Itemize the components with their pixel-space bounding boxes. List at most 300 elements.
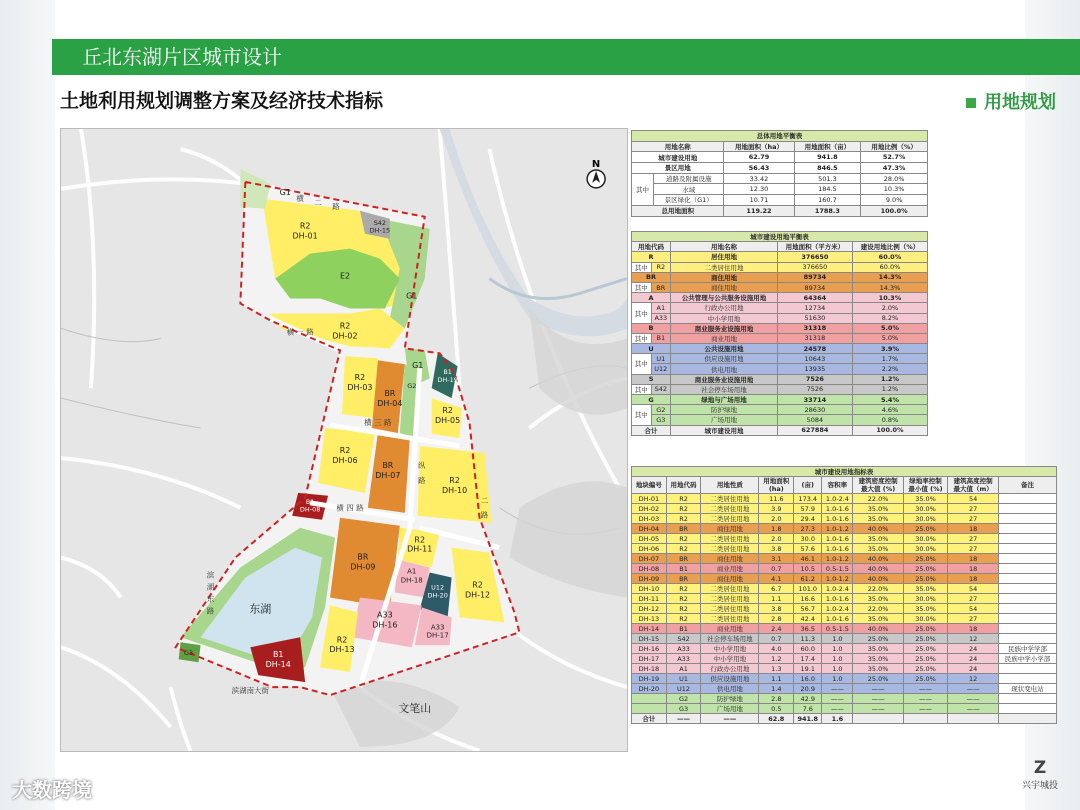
table3-cell [998,494,1056,504]
table2-cell: 10.3% [852,293,927,303]
table3-cell: 25.0% [903,624,948,634]
table2-cell: 5.0% [852,323,927,333]
table3-row [632,634,1057,644]
table3-cell: 1.0 [822,634,853,644]
table1-cell: 47.3% [861,163,928,174]
table3-cell: 27 [948,544,999,554]
table3-row [632,614,1057,624]
table3-row [632,624,1057,634]
table3-cell: DH-10 [632,584,667,594]
table3-cell: 二类居住用地 [701,604,759,614]
table2-cell: 社会停车场用地 [671,384,778,394]
table3-cell: 3.9 [759,504,794,514]
table3-cell: U1 [666,674,701,684]
table2-body [632,252,928,425]
table3-total-cell: —— [666,714,701,724]
table3-header: 地块编号 [632,477,667,494]
table3-row [632,534,1057,544]
label-dh11-code: DH-11 [407,544,433,554]
label-dh01-code: DH-01 [292,231,318,241]
table3-cell: —— [822,684,853,694]
road-heng2-b: 二 [314,197,322,207]
table3-cell: 11.3 [794,634,822,644]
table3-cell: 25.0% [903,634,948,644]
table1-cell: 941.8 [794,152,861,163]
label-dh01: R2 [299,221,311,231]
table2-cell: 5084 [777,415,852,425]
table3-cell: 30.0% [903,534,948,544]
table3-cell: DH-17 [632,654,667,664]
table3-cell: 1.0-2.4 [822,494,853,504]
table3-cell: 18 [948,564,999,574]
table3-cell: 1.0 [822,654,853,664]
table3-cell: 25.0% [903,574,948,584]
table1-cell: 184.5 [794,184,861,195]
table3-cell: DH-19 [632,674,667,684]
table2-cell: 14.3% [852,282,927,292]
table3-cell: 24 [948,654,999,664]
table2-cell: 商业服务业设施用地 [671,374,778,384]
table3-cell: 57.9 [794,504,822,514]
table2-row [632,354,928,364]
table3-cell: 27 [948,534,999,544]
table3-row [632,544,1057,554]
road-heng2-a: 横 [296,193,304,203]
table2-sub-label: 其中 [632,333,652,343]
table3-cell [998,504,1056,514]
table3-cell: DH-13 [632,614,667,624]
table3-cell: 1.0-2.4 [822,584,853,594]
table3-cell: 二类居住用地 [701,494,759,504]
table2-row [632,384,928,394]
label-dh07: BR [382,460,394,470]
table3-row [632,574,1057,584]
table3-cell: 商业用地 [701,564,759,574]
table2-cell: 公共管理与公共服务设施用地 [671,293,778,303]
table3-cell: 16.0 [794,674,822,684]
table3-cell: 36.5 [794,624,822,634]
label-dh02-code: DH-02 [332,331,358,341]
table1-cell: 城市建设用地 [632,152,724,163]
table1-header: 用地面积（ha） [724,141,794,152]
table3-header: 建筑密度控制 最大值 (%) [853,477,903,494]
table-construction-indicators [631,466,1057,724]
table3-cell: 24 [948,644,999,654]
table2-cell: B1 [651,333,671,343]
table3-cell: 18 [948,524,999,534]
table3-cell: 25.0% [853,674,903,684]
table3-cell: 1.0-1.2 [822,574,853,584]
label-dh12-code: DH-12 [464,590,491,600]
table3-cell: BR [666,574,701,584]
table3-row [632,494,1057,504]
table3-cell: DH-03 [632,514,667,524]
table1-total: 119.22 [724,205,794,216]
table3-cell: 35.0% [853,664,903,674]
table3-cell: R2 [666,544,701,554]
label-g1-mid: G1 [412,361,424,371]
label-dh05-code: DH-05 [435,416,461,426]
table2-cell: B [632,323,671,333]
background-left [0,0,55,810]
table3-total-cell: 合计 [632,714,667,724]
table3-cell: 4.1 [759,574,794,584]
table3-header: 容积率 [822,477,853,494]
label-dh20: U12 [431,583,445,592]
table3-row [632,644,1057,654]
table1-total: 1788.3 [794,205,861,216]
road-heng2-c: 路 [332,201,340,211]
table3-cell: 0.5-1.5 [822,624,853,634]
table3-cell: 54 [948,584,999,594]
table3-cell: U12 [666,684,701,694]
road-binhu-1: 滨 [206,570,215,580]
table1-cell: 道路及附属设施 [654,173,724,184]
table1-header: 用地名称 [632,141,724,152]
table3-cell: —— [853,694,903,704]
table3-cell: 56.7 [794,604,822,614]
table3-cell: 社会停车场用地 [701,634,759,644]
table3-total-cell [948,714,999,724]
table3-cell: 35.0% [853,644,903,654]
table2-header: 用地面积（平方米） [777,242,852,252]
table3-total-cell [853,714,903,724]
label-dh02: R2 [339,321,351,331]
table3-row [632,694,1057,704]
table3-cell: 1.0-1.6 [822,534,853,544]
label-dh14-code: DH-14 [265,660,291,670]
table2-cell: 2.2% [852,364,927,374]
table3-cell: 二类居住用地 [701,614,759,624]
table2-total: 合计 [632,425,671,435]
table3-cell: 1.0-1.2 [822,524,853,534]
table1-cell: 501.3 [794,173,861,184]
table3-cell: 供应设施用地 [701,674,759,684]
table3-row [632,584,1057,594]
land-use-map [60,128,628,752]
table2-row [632,262,928,272]
table2-cell: 10643 [777,354,852,364]
table3-total-cell: 1.6 [822,714,853,724]
section-tag [966,88,1056,114]
table3-cell [998,664,1056,674]
table3-cell: 中小学用地 [701,644,759,654]
table2-cell: 60.0% [852,252,927,262]
table3-row [632,524,1057,534]
table3-row [632,554,1057,564]
table2-row [632,364,928,374]
table3-cell: 22.0% [853,604,903,614]
table2-header: 用地代码 [632,242,671,252]
table3-cell: 广场用地 [701,704,759,714]
label-dh03-code: DH-03 [347,383,373,393]
road-heng3: 横 三 路 [364,418,392,428]
table-construction-balance [631,231,928,436]
table3-cell: 17.4 [794,654,822,664]
table3-cell: 40.0% [853,554,903,564]
table2-cell: 二类居住用地 [671,262,778,272]
table1-cell: 景区用地 [632,163,724,174]
table2-cell: U1 [651,354,671,364]
table3-cell: 10.5 [794,564,822,574]
table3-cell: R2 [666,514,701,524]
table3-cell [998,624,1056,634]
table3-cell: DH-02 [632,504,667,514]
table2-sub-label: 其中 [632,405,652,425]
table3-cell: DH-11 [632,594,667,604]
table1-header: 用地比例（%） [861,141,928,152]
table3-cell: R2 [666,584,701,594]
table2-cell: 商住用地 [671,282,778,292]
table2-row [632,303,928,313]
label-dh04: BR [384,389,396,399]
table3-cell: 101.0 [794,584,822,594]
table3-cell: 二类居住用地 [701,584,759,594]
table3-cell [998,634,1056,644]
table3-cell: —— [822,694,853,704]
label-dh03: R2 [354,373,366,383]
table3-cell: 1.8 [759,524,794,534]
label-dh18-code: DH-18 [400,576,423,585]
table3-cell [998,614,1056,624]
table2-cell: G3 [651,415,671,425]
table1-caption: 总体用地平衡表 [632,131,928,142]
table3-cell: A33 [666,644,701,654]
table3-cell: DH-20 [632,684,667,694]
table2-row [632,313,928,323]
table2-cell: 13935 [777,364,852,374]
table3-cell: 35.0% [853,544,903,554]
section-tag-label: 用地规划 [984,92,1056,113]
company-logo [1010,758,1070,791]
road-zong-lu: 路 [417,475,426,485]
table3-cell: 1.0-2.4 [822,604,853,614]
table3-cell: 2.8 [759,694,794,704]
label-dh15-code: DH-15 [369,226,391,235]
table2-total: 100.0% [852,425,927,435]
table3-total-cell: 941.8 [794,714,822,724]
table3-cell: DH-12 [632,604,667,614]
table3-cell: R2 [666,534,701,544]
table3-cell: 42.4 [794,614,822,624]
table3-cell: DH-01 [632,494,667,504]
table3-cell: 0.7 [759,564,794,574]
table2-caption: 城市建设用地平衡表 [632,232,928,242]
label-dh19-code: DH-19 [437,376,458,385]
table3-cell: 46.1 [794,554,822,564]
table3-cell: —— [903,684,948,694]
table3-cell: R2 [666,614,701,624]
table2-sub-label: 其中 [632,262,652,272]
table3-body [632,494,1057,714]
table3-cell: 27 [948,614,999,624]
table2-cell: U12 [651,364,671,374]
table3-cell: 民族中学小学部 [998,654,1056,664]
table2-total: 627884 [777,425,852,435]
table2-cell: 12734 [777,303,852,313]
table3-cell: 40.0% [853,564,903,574]
table3-total-row [632,714,1057,724]
table3-cell: 35.0% [853,504,903,514]
table2-cell: 商业用地 [671,333,778,343]
table3-cell: 35.0% [903,604,948,614]
table2-cell: 51630 [777,313,852,323]
road-zong2-lu: 路 [480,510,489,520]
table3-total-cell: —— [701,714,759,724]
table3-cell: 1.1 [759,594,794,604]
label-dh08: B1 [305,497,315,506]
table3-cell [998,544,1056,554]
table3-cell: R2 [666,494,701,504]
table3-cell: R2 [666,594,701,604]
label-dh16: A33 [377,610,393,620]
table3-cell [998,704,1056,714]
table3-cell: 30.0 [794,534,822,544]
table2-row [632,374,928,384]
road-zong2: 二 [480,495,489,505]
table3-cell [998,534,1056,544]
table3-cell: DH-18 [632,664,667,674]
table3-header: 用地性质 [701,477,759,494]
label-dh12: R2 [472,580,483,590]
table3-cell: 1.0-1.6 [822,594,853,604]
table3-cell: 2.8 [759,614,794,624]
table3-row [632,654,1057,664]
table3-cell: 商住用地 [701,524,759,534]
table3-cell: 35.0% [853,614,903,624]
table3-cell: —— [948,704,999,714]
table2-cell: 防护绿地 [671,405,778,415]
table3-cell: 40.0% [853,624,903,634]
table3-cell: 25.0% [853,634,903,644]
table3-cell: 6.7 [759,584,794,594]
table3-header: 绿地率控制 最小值 (%) [903,477,948,494]
label-dh09-code: DH-09 [350,562,376,572]
north-arrow-icon [587,170,605,188]
table3-cell: 35.0% [853,594,903,604]
table3-cell: 25.0% [903,654,948,664]
label-dh10-code: DH-10 [442,485,468,495]
table3-cell: 二类居住用地 [701,504,759,514]
table2-cell: 3.9% [852,344,927,354]
table3-cell: 30.0% [903,544,948,554]
table2-cell: 供电用地 [671,364,778,374]
table3-cell: DH-04 [632,524,667,534]
table2-cell: A [632,293,671,303]
table3-cell: 42.9 [794,694,822,704]
table2-cell: S [632,374,671,384]
table2-cell: R2 [651,262,671,272]
table2-row [632,252,928,262]
label-dh07-code: DH-07 [375,470,401,480]
table2-cell: 8.2% [852,313,927,323]
table3-cell: G3 [666,704,701,714]
table3-cell: 1.0-1.2 [822,554,853,564]
table2-cell: 2.0% [852,303,927,313]
table3-cell: —— [822,704,853,714]
table3-row [632,594,1057,604]
table3-cell: 60.0 [794,644,822,654]
label-g1-west: G1 [279,187,291,197]
table3-cell: 27 [948,514,999,524]
table2-cell: 5.4% [852,395,927,405]
table3-cell: 1.1 [759,674,794,684]
road-binhu-3: 东 [206,594,215,604]
table2-cell: 公共设施用地 [671,344,778,354]
table1-cell: 水域 [654,184,724,195]
table1-cell: 846.5 [794,163,861,174]
table2-cell: 7526 [777,384,852,394]
table3-cell: 27.3 [794,524,822,534]
table2-cell: 1.2% [852,374,927,384]
table3-cell: R2 [666,604,701,614]
table3-header: 用地代码 [666,477,701,494]
label-wenbi-mountain: 文笔山 [398,702,432,716]
road-binhu-4: 路 [206,606,215,616]
label-dh13: R2 [336,635,348,645]
table3-cell: —— [853,684,903,694]
table2-cell: 商业服务业设施用地 [671,323,778,333]
table3-cell: S42 [666,634,701,644]
table3-total-cell: 62.8 [759,714,794,724]
table3-cell: 61.2 [794,574,822,584]
table3-cell [998,594,1056,604]
table3-header-row [632,477,1057,494]
table3-cell: 25.0% [903,524,948,534]
table2-cell: U [632,344,671,354]
table3-cell: BR [666,554,701,564]
table2-cell: 89734 [777,282,852,292]
table1-cell: 62.79 [724,152,794,163]
table3-row [632,564,1057,574]
table2-cell: 376650 [777,252,852,262]
table3-cell: 35.0% [903,494,948,504]
label-e2: E2 [339,271,351,281]
label-g2-a: G2 [407,382,417,391]
table2-cell: 绿地与广场用地 [671,395,778,405]
label-dh08-code: DH-08 [299,505,321,514]
table2-sub-label: 其中 [632,282,652,292]
table3-cell: 1.0-1.6 [822,614,853,624]
table3-cell: 1.0-1.6 [822,514,853,524]
table2-cell: G2 [651,405,671,415]
table3-cell: 1.2 [759,654,794,664]
table3-cell: 1.0 [822,664,853,674]
table2-cell: 7526 [777,374,852,384]
table3-cell: 54 [948,604,999,614]
table3-cell: 35.0% [853,654,903,664]
label-dh17-code: DH-17 [426,631,449,640]
table3-cell: 16.6 [794,594,822,604]
table3-row [632,504,1057,514]
table3-cell: 4.0 [759,644,794,654]
table3-cell: 1.0 [822,644,853,654]
table3-cell: 24 [948,664,999,674]
table3-cell: 1.0-1.6 [822,504,853,514]
table2-cell: 中小学用地 [671,313,778,323]
table3-cell: A1 [666,664,701,674]
label-dh09: BR [357,552,369,562]
table3-cell: 二类居住用地 [701,594,759,604]
label-dh15: S42 [373,218,387,227]
table3-cell: 18 [948,574,999,584]
table3-cell: 3.1 [759,554,794,564]
table3-cell: BR [666,524,701,534]
table3-cell: 0.5 [759,704,794,714]
table-overall-balance [631,130,928,217]
table3-cell: 3.8 [759,544,794,554]
table3-cell: DH-15 [632,634,667,644]
